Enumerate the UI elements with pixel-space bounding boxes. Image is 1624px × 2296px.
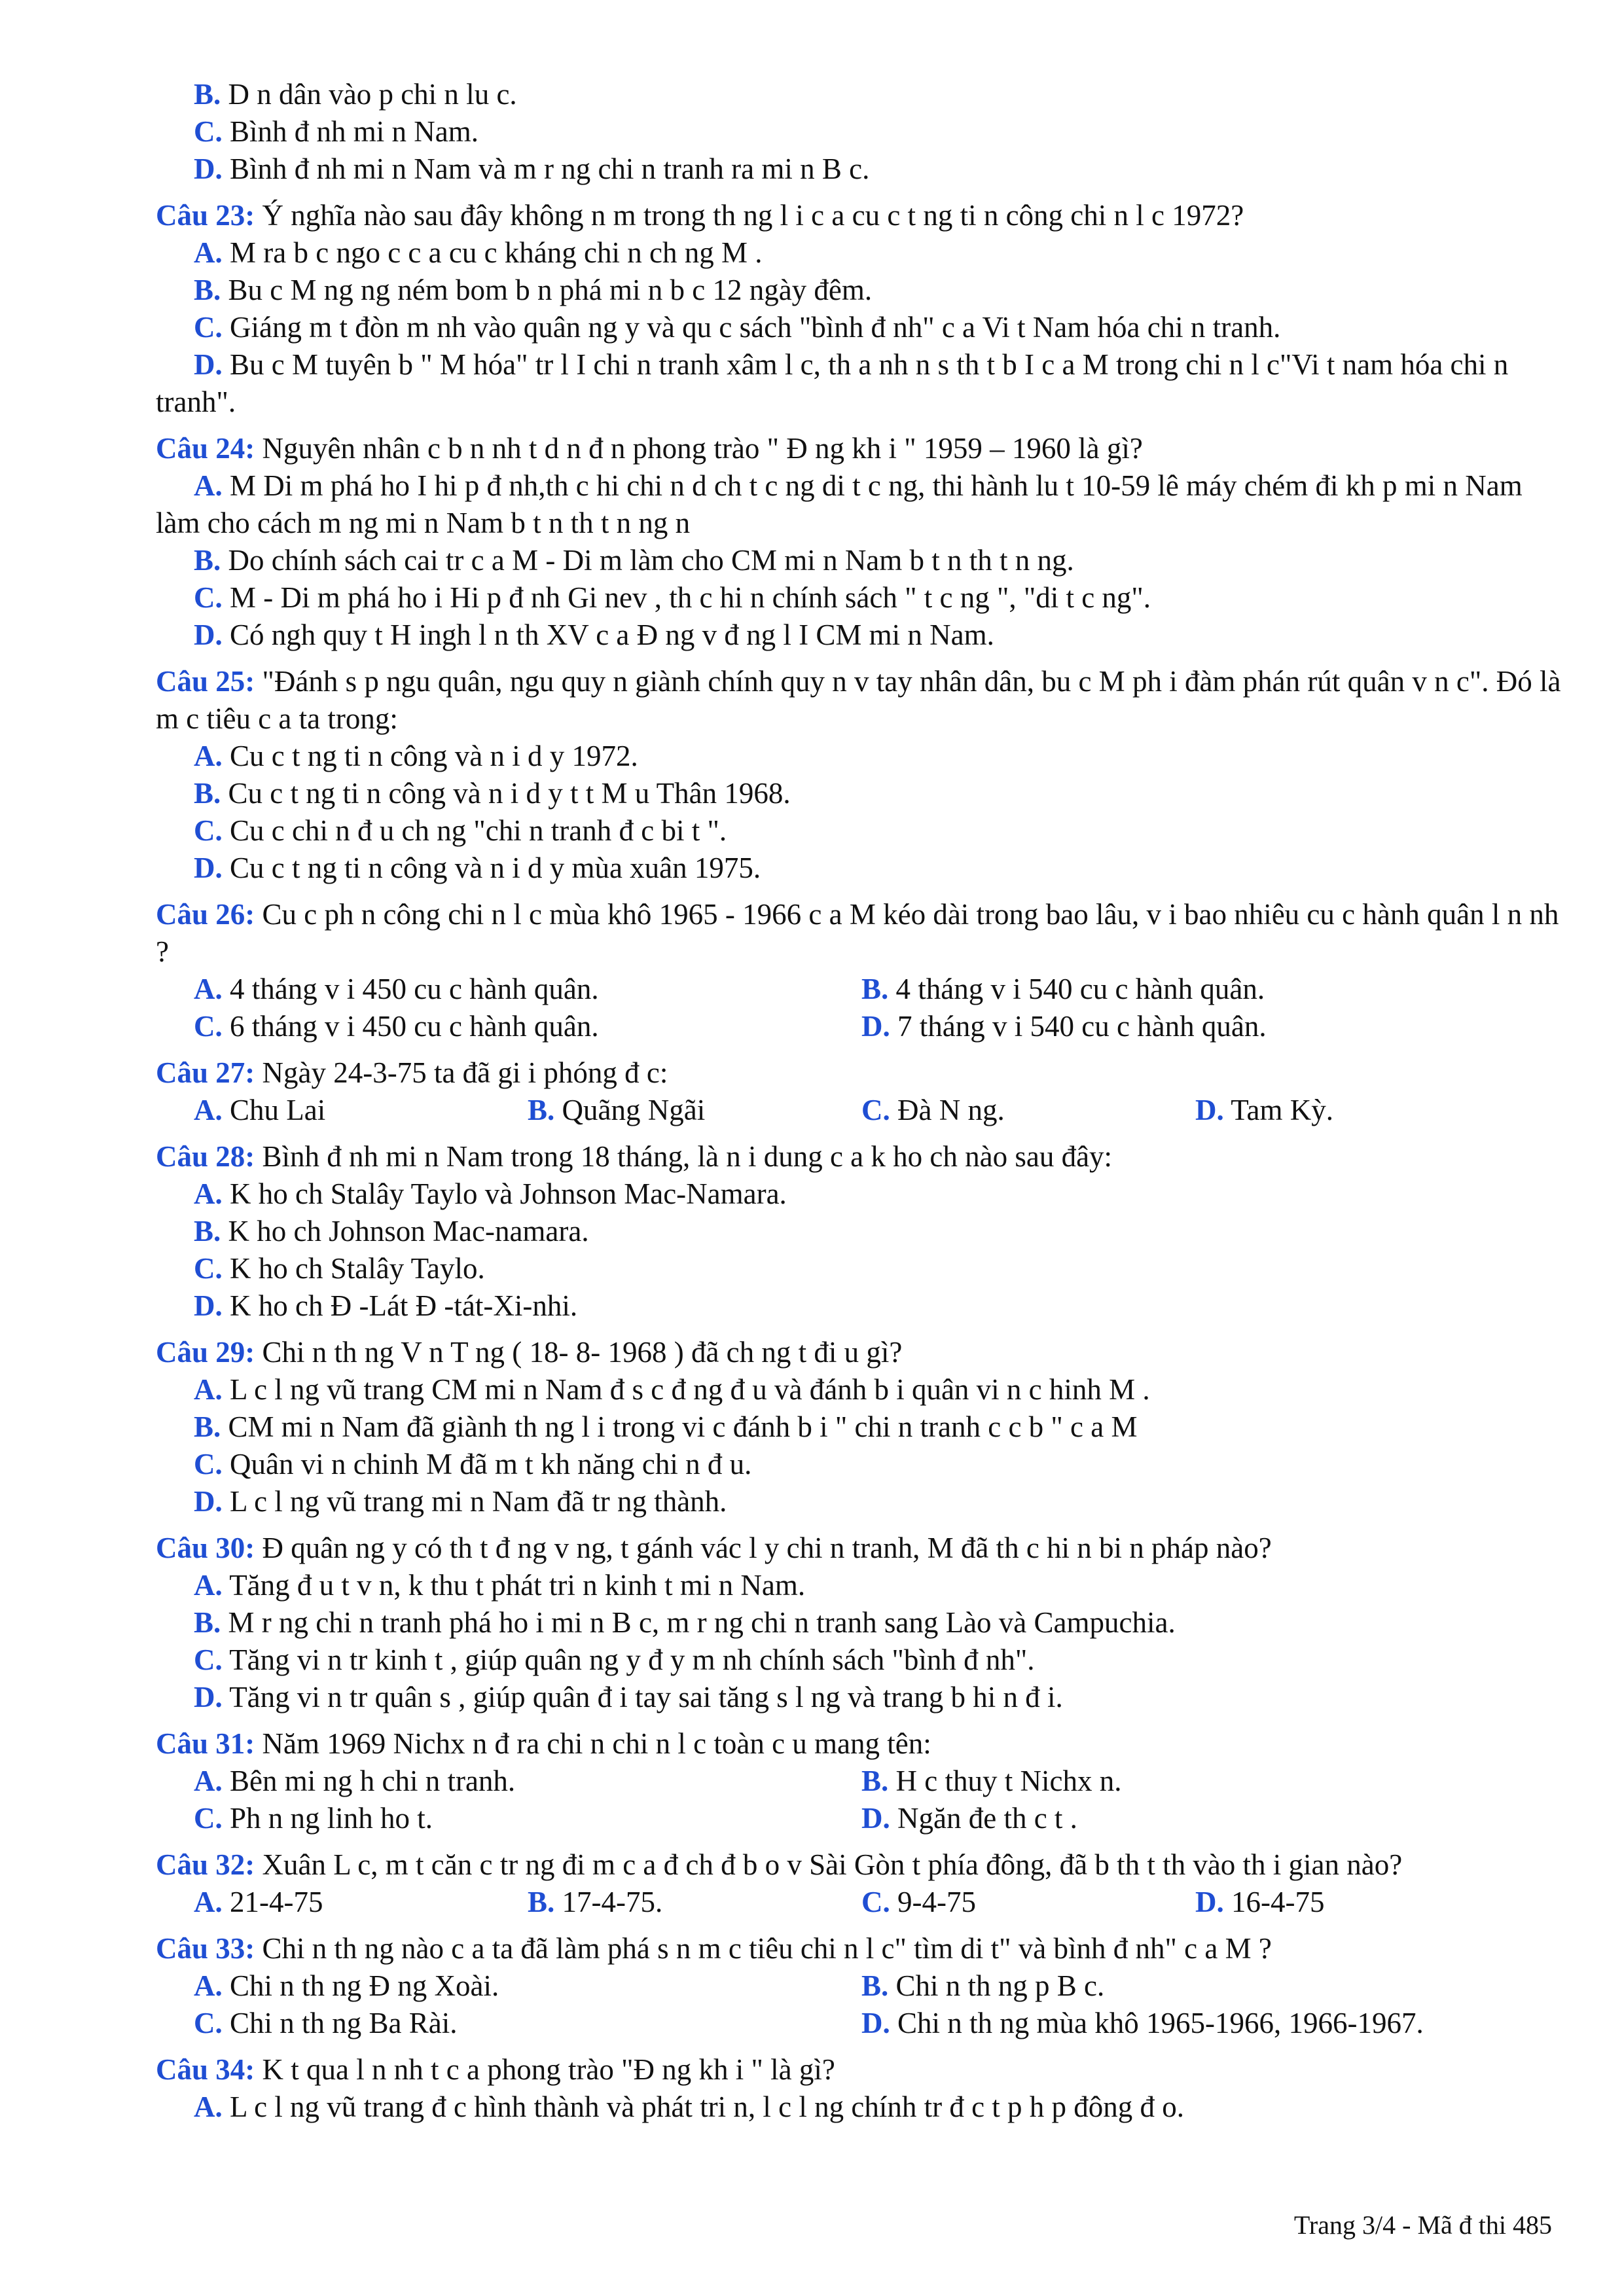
option-row	[156, 2005, 1563, 2042]
question-stem: Câu 29: Chi n th ng V n T ng ( 18- 8- 1968 ) đã ch ng t đi u gì?	[156, 1336, 903, 1369]
option-d: D. L c l ng vũ trang mi n Nam đã tr ng thành.	[194, 1485, 727, 1518]
option-d: D. Tăng vi n tr quân s , giúp quân đ i tay sai tăng s l ng và trang b hi n đ i.	[194, 1681, 1063, 1713]
option-d: D. K ho ch Đ -Lát Đ -tát-Xi-nhi.	[194, 1289, 578, 1322]
option-a: A. M ra b c ngo c c a cu c kháng chi n ch ng M .	[194, 236, 763, 269]
question-27	[156, 1054, 1563, 1129]
question-28	[156, 1138, 1563, 1325]
question-33	[156, 1930, 1563, 2042]
question-stem: Câu 33: Chi n th ng nào c a ta đã làm phá s n m c tiêu chi n l c" tìm di t" và bình đ nh" c a M ?	[156, 1932, 1272, 1965]
option-row	[156, 1800, 1563, 1837]
option-b: B. Chi n th ng p B c.	[861, 1969, 1105, 2002]
option-b: B. H c thuy t Nichx n.	[861, 1765, 1122, 1797]
option-d: D. Bình đ nh mi n Nam và m r ng chi n tranh ra mi n B c.	[194, 152, 870, 185]
question-23	[156, 197, 1563, 421]
option-b: B. D n dân vào p chi n lu c.	[194, 78, 517, 111]
option-a: A. 21-4-75	[194, 1886, 323, 1918]
option-row	[156, 1967, 1563, 2005]
option-c: C. Chi n th ng Ba Rài.	[194, 2007, 458, 2039]
option-c: C. Bình đ nh mi n Nam.	[194, 115, 478, 148]
option-b: B. Do chính sách cai tr c a M - Di m làm cho CM mi n Nam b t n th t n ng.	[194, 544, 1074, 577]
question-26	[156, 896, 1563, 1045]
option-d: D. Cu c t ng ti n công và n i d y mùa xuân 1975.	[194, 852, 761, 884]
option-d: D. 16-4-75	[1195, 1886, 1325, 1918]
question-32	[156, 1846, 1563, 1921]
option-a: A. K ho ch Stalây Taylo và Johnson Mac-Namara.	[194, 1177, 787, 1210]
question-34	[156, 2051, 1563, 2126]
option-b: B. K ho ch Johnson Mac-namara.	[194, 1215, 589, 1247]
question-31	[156, 1725, 1563, 1837]
option-d: D. Có ngh quy t H ingh l n th XV c a Đ ng v đ ng l I CM mi n Nam.	[194, 619, 994, 651]
option-d: D. Chi n th ng mùa khô 1965-1966, 1966-1967.	[861, 2007, 1424, 2039]
option-b: B. Quãng Ngãi	[528, 1094, 706, 1126]
option-b: B. M r ng chi n tranh phá ho i mi n B c, m r ng chi n tranh sang Lào và Campuchia.	[194, 1606, 1176, 1639]
option-c: C. K ho ch Stalây Taylo.	[194, 1252, 485, 1285]
option-b: B. Bu c M ng ng ném bom b n phá mi n b c 12 ngày đêm.	[194, 274, 873, 306]
option-c: C. Cu c chi n đ u ch ng "chi n tranh đ c bi t ".	[194, 814, 727, 847]
question-24	[156, 430, 1563, 654]
option-a: A. L c l ng vũ trang CM mi n Nam đ s c đ ng đ u và đánh b i quân vi n c hinh M .	[194, 1373, 1150, 1406]
question-stem: Câu 26: Cu c ph n công chi n l c mùa khô 1965 - 1966 c a M kéo dài trong bao lâu, v i bao nhiêu cu c hành quân l n nh ?	[156, 898, 1559, 968]
option-d: D. Tam Kỳ.	[1195, 1094, 1334, 1126]
question-stem: Câu 24: Nguyên nhân c b n nh t d n đ n phong trào " Đ ng kh i " 1959 – 1960 là gì?	[156, 432, 1143, 465]
question-stem: Câu 27: Ngày 24-3-75 ta đã gi i phóng đ c:	[156, 1056, 668, 1089]
question-30	[156, 1530, 1563, 1716]
question-22-continued	[156, 76, 1563, 188]
option-c: C. Ph n ng linh ho t.	[194, 1802, 433, 1835]
option-row	[156, 1884, 1563, 1921]
option-b: B. 17-4-75.	[528, 1886, 663, 1918]
question-stem: Câu 34: K t qua l n nh t c a phong trào "Đ ng kh i " là gì?	[156, 2053, 835, 2086]
option-row	[156, 971, 1563, 1008]
question-stem: Câu 28: Bình đ nh mi n Nam trong 18 tháng, là n i dung c a k ho ch nào sau đây:	[156, 1140, 1113, 1173]
question-stem: Câu 31: Năm 1969 Nichx n đ ra chi n chi n l c toàn c u mang tên:	[156, 1727, 931, 1760]
question-25	[156, 663, 1563, 887]
option-a: A. Cu c t ng ti n công và n i d y 1972.	[194, 740, 638, 772]
option-c: C. Tăng vi n tr kinh t , giúp quân ng y đ y m nh chính sách "bình đ nh".	[194, 1643, 1035, 1676]
question-stem: Câu 30: Đ quân ng y có th t đ ng v ng, t gánh vác l y chi n tranh, M đã th c hi n bi n pháp nào?	[156, 1532, 1272, 1564]
option-a: A. L c l ng vũ trang đ c hình thành và phát tri n, l c l ng chính tr đ c t p h p đông đ o.	[194, 2090, 1185, 2123]
option-row	[156, 1763, 1563, 1800]
option-a: A. Tăng đ u t v n, k thu t phát tri n kinh t mi n Nam.	[194, 1569, 806, 1602]
option-c: C. Đà N ng.	[861, 1094, 1005, 1126]
page-footer: Trang 3/4 - Mã đ thi 485	[1293, 2210, 1552, 2240]
option-a: A. Chu Lai	[194, 1094, 326, 1126]
option-a: A. Bên mi ng h chi n tranh.	[194, 1765, 516, 1797]
option-d: D. Ngăn đe th c t .	[861, 1802, 1077, 1835]
option-d: D. Bu c M tuyên b " M hóa" tr l I chi n tranh xâm l c, th a nh n s th t b I c a M trong chi n l c"Vi t nam hóa chi n tranh".	[156, 348, 1509, 418]
question-29	[156, 1334, 1563, 1520]
option-c: C. M - Di m phá ho i Hi p đ nh Gi nev , th c hi n chính sách " t c ng ", "di t c ng".	[194, 581, 1151, 614]
question-stem: Câu 25: "Đánh s p ngu quân, ngu quy n giành chính quy n v tay nhân dân, bu c M ph i đàm phán rút quân v n c". Đó là m c tiêu c a ta trong:	[156, 665, 1561, 735]
option-b: B. 4 tháng v i 540 cu c hành quân.	[861, 973, 1265, 1005]
option-c: C. Quân vi n chinh M đã m t kh năng chi n đ u.	[194, 1448, 752, 1480]
option-row	[156, 1008, 1563, 1045]
question-stem: Câu 23: Ý nghĩa nào sau đây không n m trong th ng l i c a cu c t ng ti n công chi n l c 1972?	[156, 199, 1244, 232]
exam-page	[156, 76, 1563, 2126]
option-a: A. M Di m phá ho I hi p đ nh,th c hi chi n d ch t c ng di t c ng, thi hành lu t 10-59 lê máy chém đi kh p mi n Nam làm cho cách m ng mi n Nam b t n th t n ng n	[156, 469, 1523, 539]
question-stem: Câu 32: Xuân L c, m t căn c tr ng đi m c a đ ch đ b o v Sài Gòn t phía đông, đã b th t th vào th i gian nào?	[156, 1848, 1403, 1881]
option-a: A. Chi n th ng Đ ng Xoài.	[194, 1969, 499, 2002]
option-a: A. 4 tháng v i 450 cu c hành quân.	[194, 973, 599, 1005]
option-row	[156, 1092, 1563, 1129]
option-c: C. Giáng m t đòn m nh vào quân ng y và qu c sách "bình đ nh" c a Vi t Nam hóa chi n tranh.	[194, 311, 1281, 344]
option-b: B. CM mi n Nam đã giành th ng l i trong vi c đánh b i " chi n tranh c c b " c a M	[194, 1410, 1138, 1443]
option-b: B. Cu c t ng ti n công và n i d y t t M u Thân 1968.	[194, 777, 791, 810]
option-c: C. 6 tháng v i 450 cu c hành quân.	[194, 1010, 599, 1043]
option-d: D. 7 tháng v i 540 cu c hành quân.	[861, 1010, 1267, 1043]
option-c: C. 9-4-75	[861, 1886, 976, 1918]
